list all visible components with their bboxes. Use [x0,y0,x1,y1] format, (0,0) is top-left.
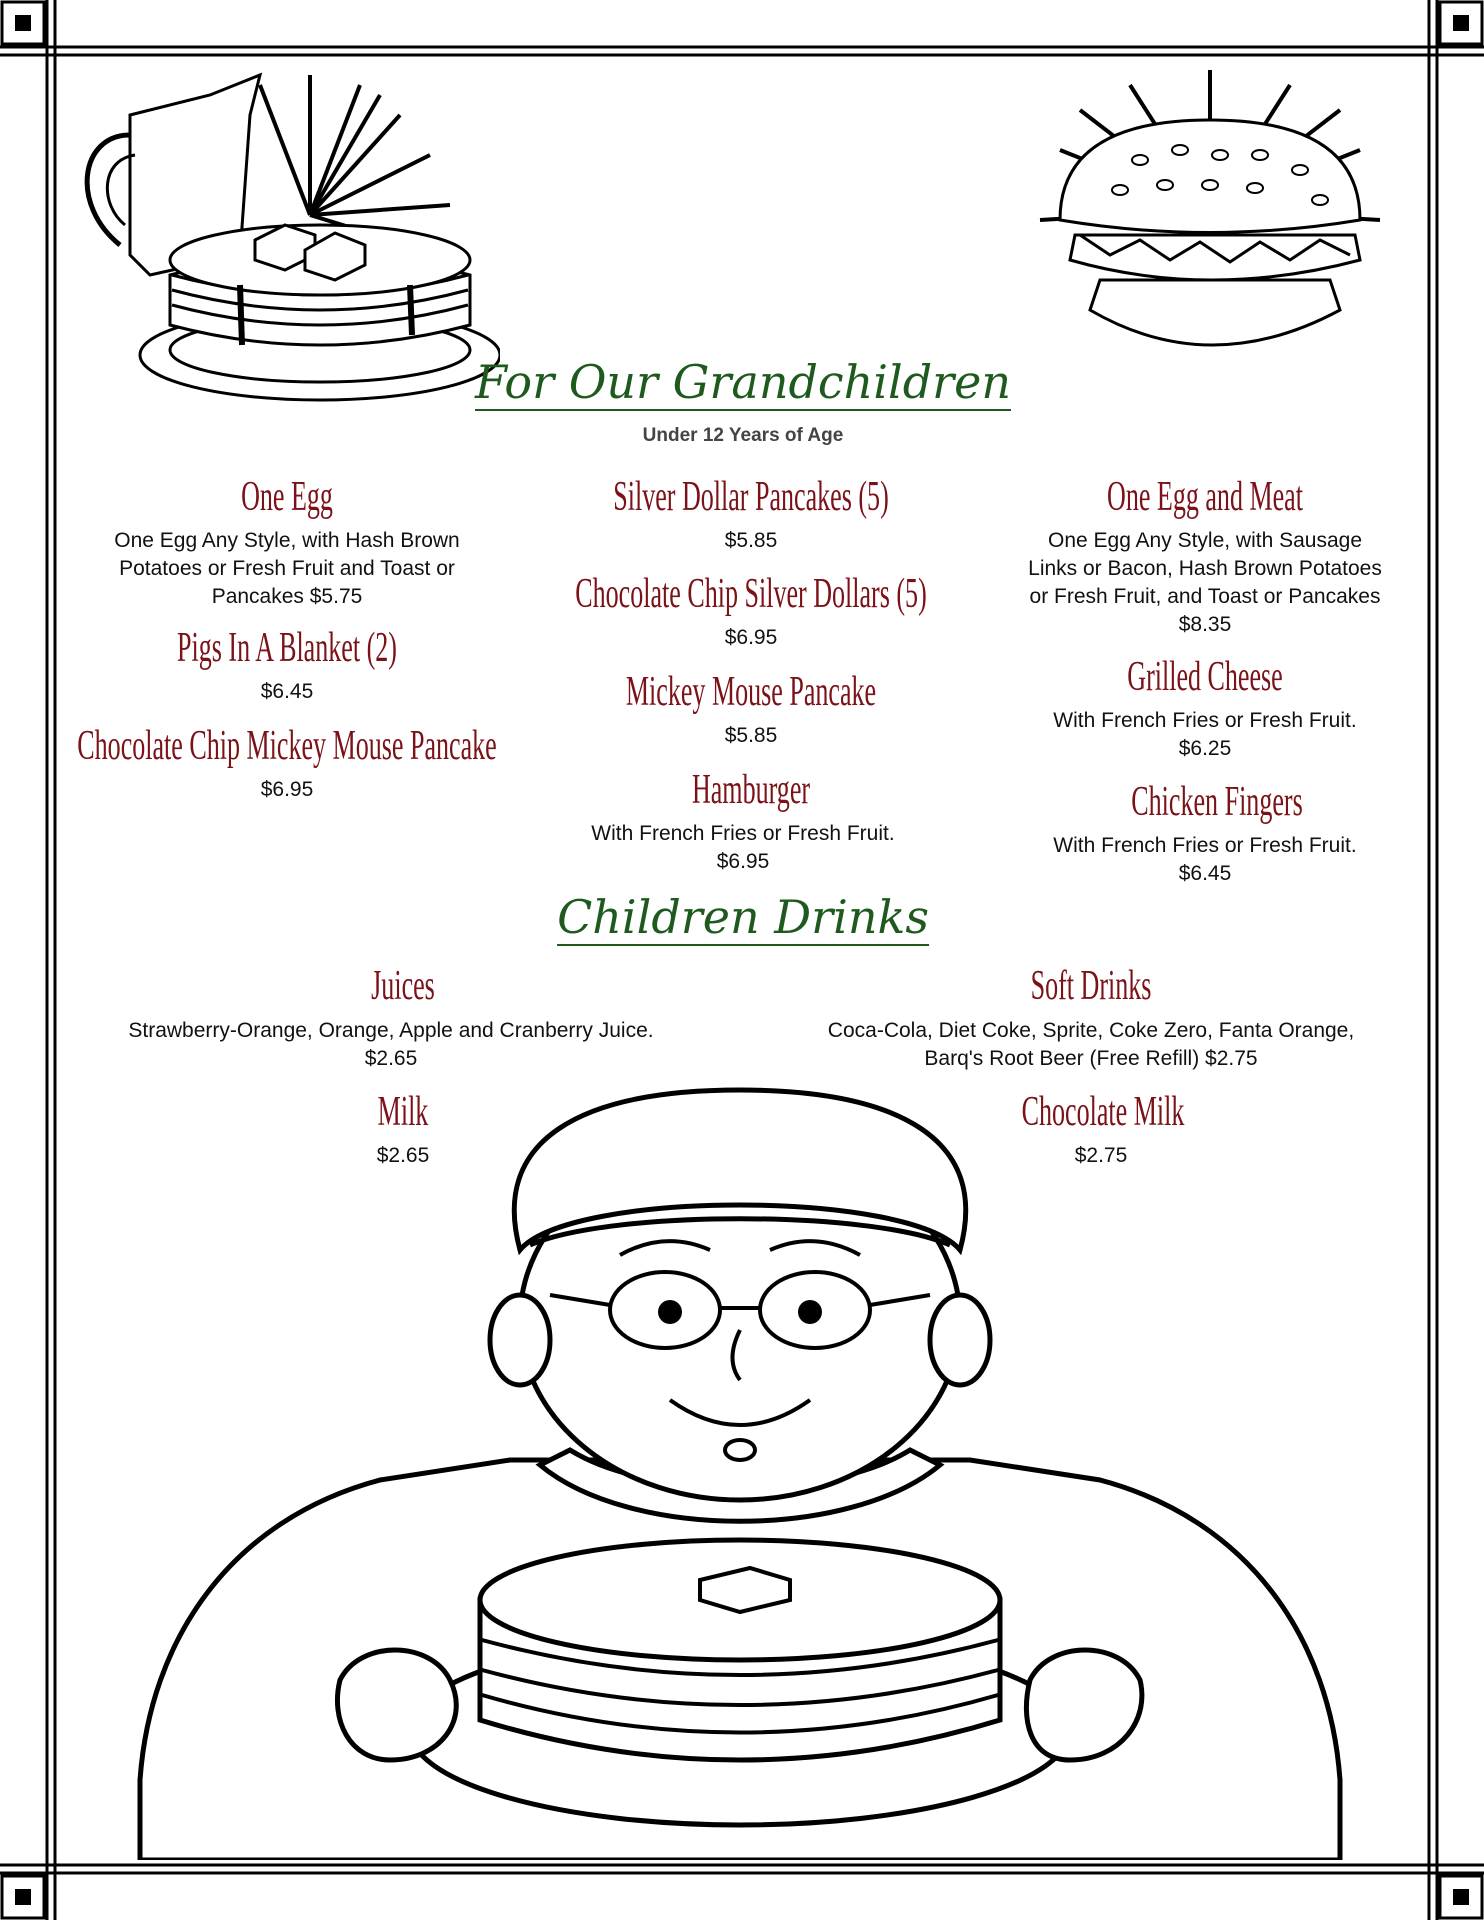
item-title-choc-chip-silver: Chocolate Chip Silver Dollars (5) [575,571,927,617]
grandmother-holding-pancakes-icon [110,1080,1370,1860]
item-title-one-egg: One Egg [241,474,333,520]
item-title-hamburger: Hamburger [691,767,811,813]
item-title-choc-chip-mickey: Chocolate Chip Mickey Mouse Pancake [77,723,497,769]
item-desc-chocolate-milk: $2.75 [1074,1144,1128,1167]
item-desc-milk: $2.65 [376,1144,430,1167]
item-title-pigs-in-a-blanket: Pigs In A Blanket (2) [177,625,397,671]
page-subtitle: Under 12 Years of Age [642,425,844,446]
item-title-one-egg-meat: One Egg and Meat [1107,474,1303,520]
item-desc-grilled-cheese: With French Fries or Fresh Fruit. $6.25 [1053,709,1357,760]
item-desc-chicken-fingers: With French Fries or Fresh Fruit. $6.45 [1053,834,1357,885]
item-title-silver-dollar: Silver Dollar Pancakes (5) [613,474,889,520]
item-desc-one-egg-meat: One Egg Any Style, with Sausage Links or Bacon, Hash Brown Potatoes or Fresh Fruit, and Toast or Pancakes $8.35 [1028,529,1382,636]
item-desc-juices: Strawberry-Orange, Orange, Apple and Cranberry Juice. $2.65 [128,1019,654,1070]
item-desc-choc-chip-mickey: $6.95 [260,778,314,801]
item-desc-soft-drinks: Coca-Cola, Diet Coke, Sprite, Coke Zero, Fanta Orange, Barq's Root Beer (Free Refill) $2.75 [827,1019,1355,1070]
item-title-juices: Juices [371,963,435,1009]
item-desc-pigs-in-a-blanket: $6.45 [260,680,314,703]
item-title-chicken-fingers: Chicken Fingers [1131,779,1303,825]
page-title: For Our Grandchildren [475,355,1011,409]
item-title-grilled-cheese: Grilled Cheese [1127,654,1283,700]
item-title-milk: Milk [377,1089,429,1135]
pancake-stack-with-pitcher-icon [60,55,500,415]
item-title-soft-drinks: Soft Drinks [1030,963,1152,1009]
burger-icon [1020,60,1400,410]
item-desc-mickey-mouse: $5.85 [724,724,778,747]
item-desc-one-egg: One Egg Any Style, with Hash Brown Potatoes or Fresh Fruit and Toast or Pancakes $5.75 [114,529,460,608]
item-title-chocolate-milk: Chocolate Milk [1021,1089,1185,1135]
item-desc-choc-chip-silver: $6.95 [724,626,778,649]
item-title-mickey-mouse: Mickey Mouse Pancake [625,669,877,715]
drinks-section-title: Children Drinks [557,890,929,944]
item-desc-silver-dollar: $5.85 [724,529,778,552]
item-desc-hamburger: With French Fries or Fresh Fruit. $6.95 [591,822,895,873]
